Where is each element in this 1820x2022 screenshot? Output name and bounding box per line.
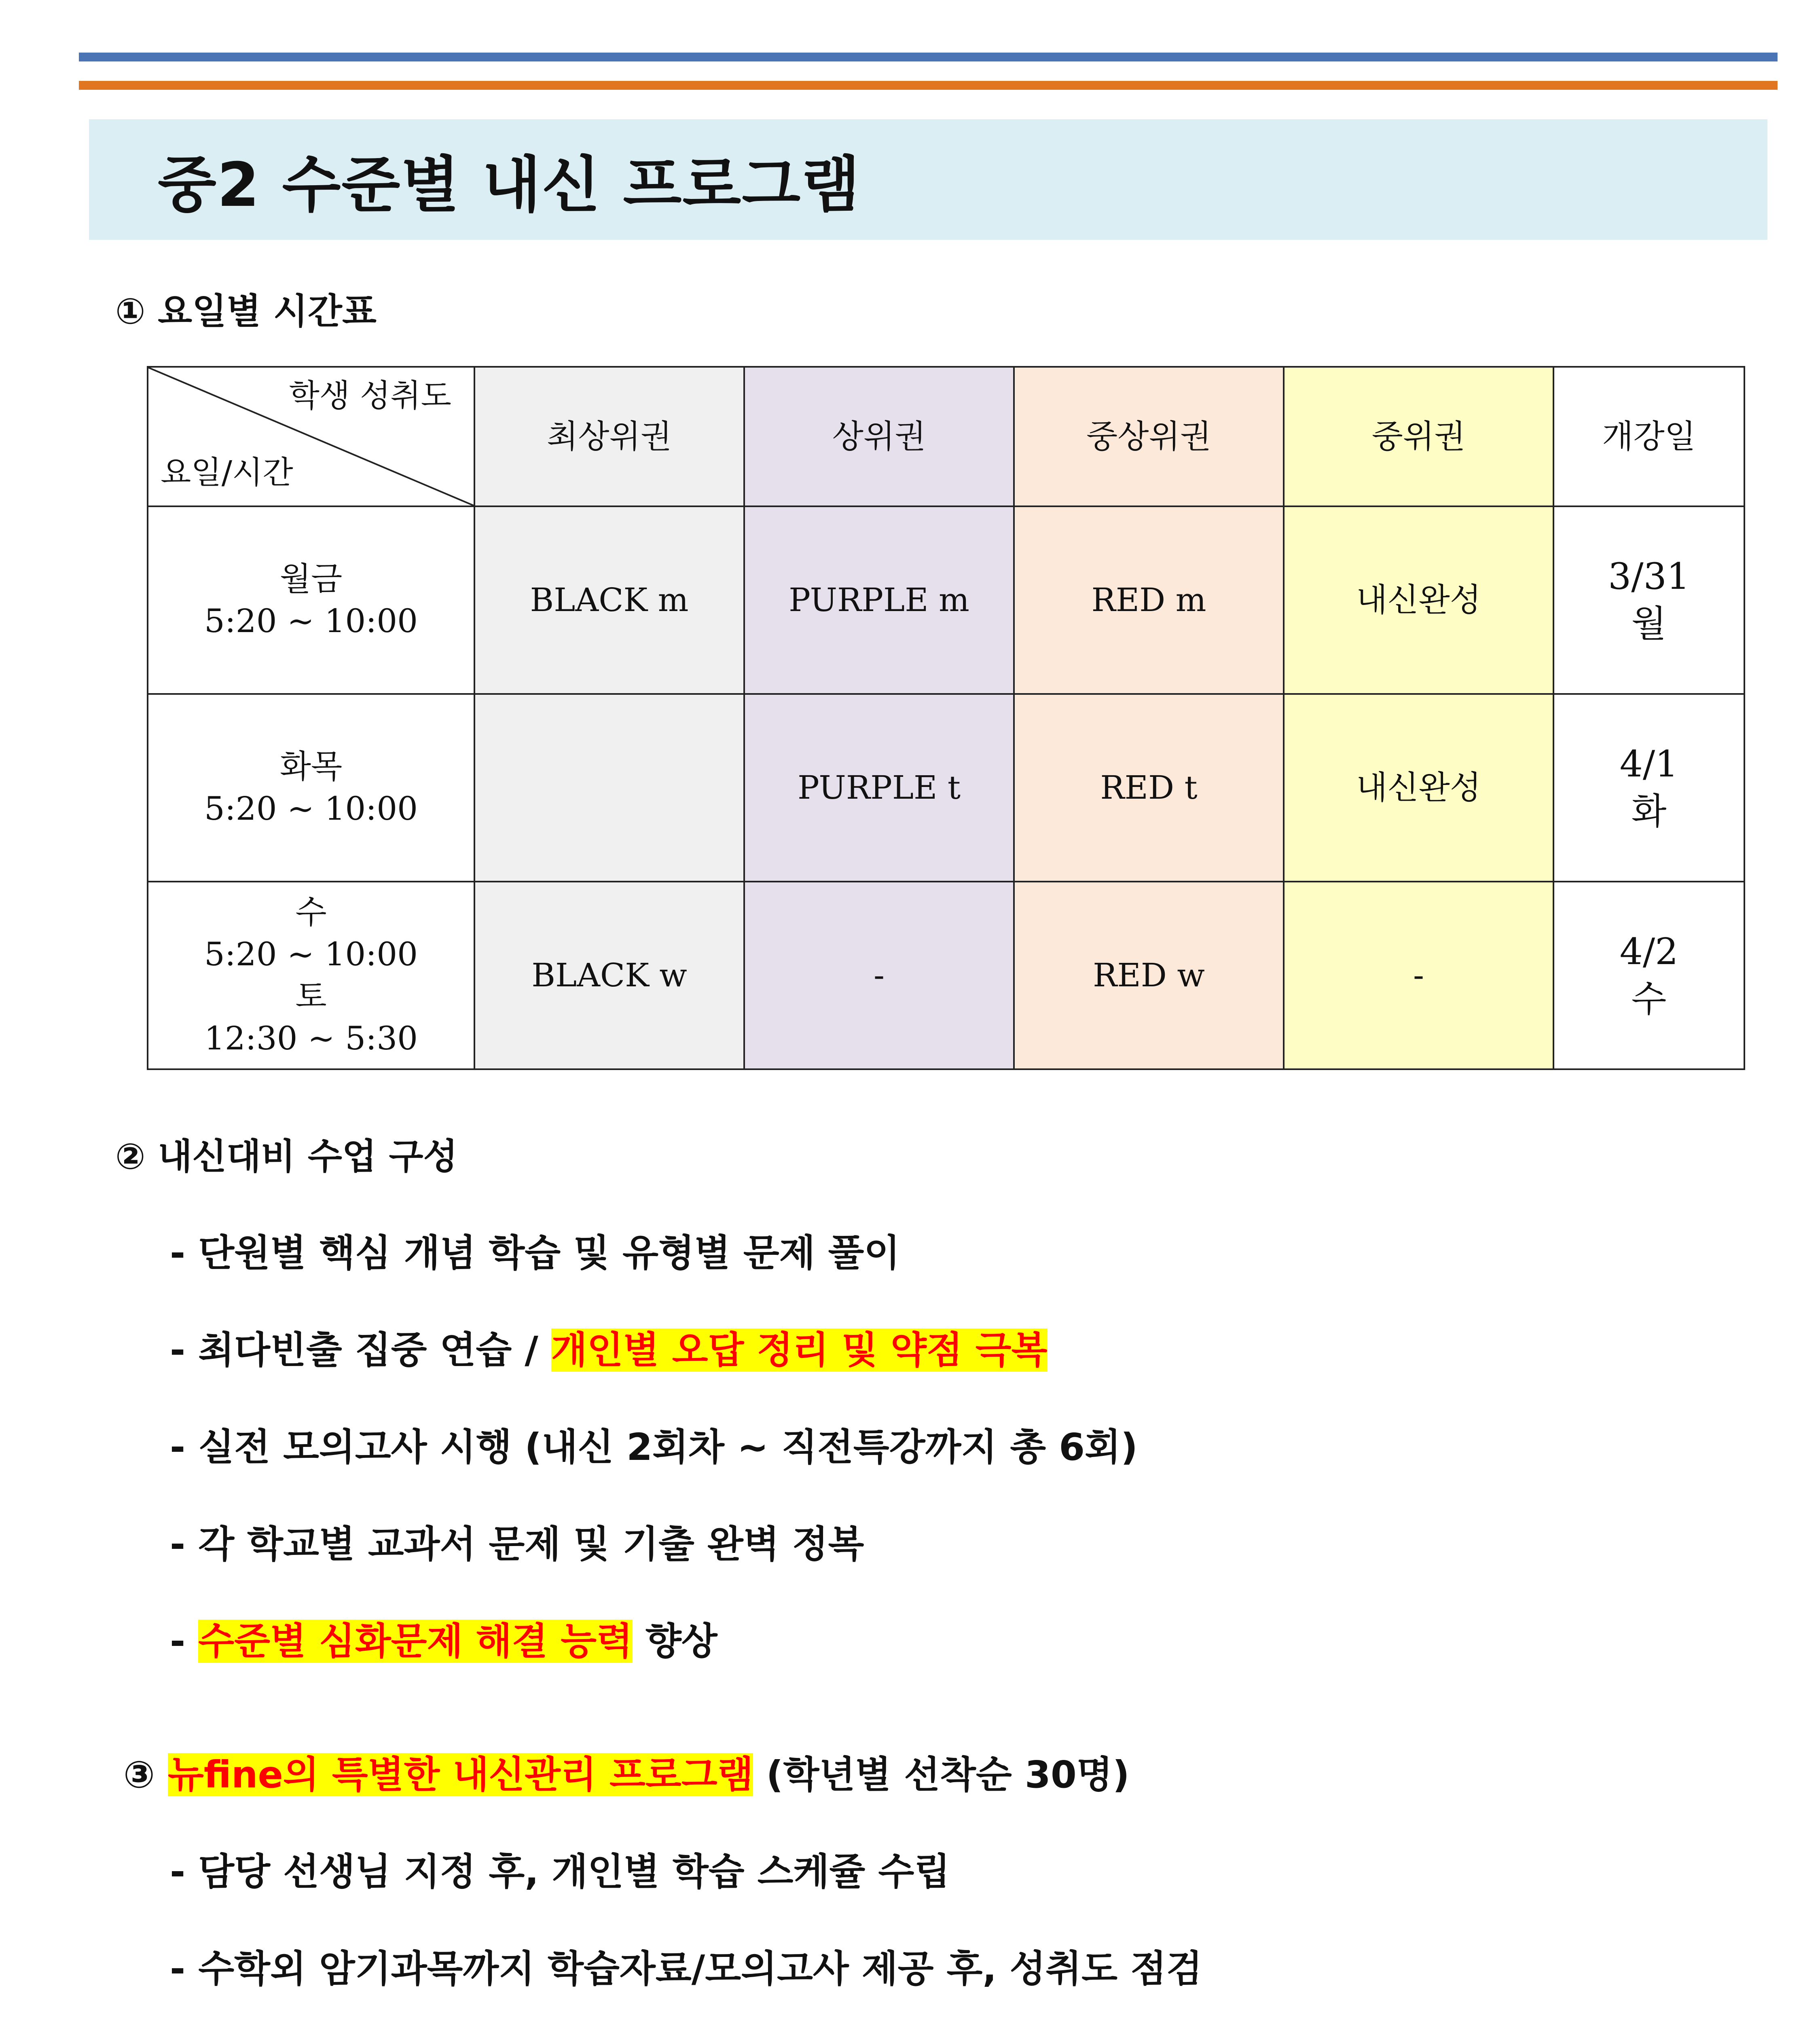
class-cell-mid: 내신완성: [1284, 506, 1553, 694]
bullet-text: -: [170, 1620, 199, 1663]
open-date-cell: [1553, 506, 1744, 694]
bullet-text: - 담당 선생님 지정 후, 개인별 학습 스케쥴 수립: [170, 1850, 950, 1893]
day-label: 토: [295, 977, 327, 1015]
class-cell-mid-high: RED w: [1014, 882, 1284, 1069]
open-date-cell: [1553, 882, 1744, 1069]
class-cell-top: BLACK m: [474, 506, 744, 694]
header-open-date: 개강일: [1553, 367, 1744, 506]
open-date: 4/1: [1619, 743, 1678, 785]
bullet-text: - 수학외 암기과목까지 학습자료/모의고사 제공 후, 성취도 점검: [170, 1947, 1202, 1990]
list-item: [170, 1417, 1138, 1471]
header-mid-tier: 중위권: [1284, 367, 1553, 506]
day-label: 화목: [279, 748, 343, 785]
top-rule-orange: [79, 81, 1778, 90]
time-label: 12:30 ~ 5:30: [204, 1019, 418, 1057]
class-cell-mid-high: RED m: [1014, 506, 1284, 694]
corner-label-day-time: 요일/시간: [161, 454, 293, 491]
day-time-cell: [148, 506, 474, 694]
time-label: 5:20 ~ 10:00: [204, 790, 418, 827]
bullet-suffix: 향상: [632, 1620, 717, 1663]
class-cell-mid: 내신완성: [1284, 694, 1553, 882]
day-time-cell: [148, 882, 474, 1069]
header-mid-high-tier: 중상위권: [1014, 367, 1284, 506]
class-cell-mid: -: [1284, 882, 1553, 1069]
section3-highlight: 뉴fine의 특별한 내신관리 프로그램: [167, 1753, 753, 1796]
day-label: 수: [295, 893, 327, 931]
open-weekday: 수: [1631, 978, 1667, 1020]
bullet-text: - 단원별 핵심 개념 학습 및 유형별 문제 풀이: [170, 1231, 900, 1275]
open-date-cell: [1553, 694, 1744, 882]
table-row: [148, 506, 1744, 694]
open-date: 3/31: [1608, 555, 1690, 598]
open-weekday: 월: [1631, 603, 1667, 645]
open-date: 4/2: [1619, 931, 1678, 973]
corner-label-achievement: 학생 성취도: [289, 378, 451, 414]
section2-heading: ② 내신대비 수업 구성: [115, 1136, 458, 1177]
list-item: [170, 1514, 864, 1568]
class-cell-mid-high: RED t: [1014, 694, 1284, 882]
corner-cell: [148, 367, 474, 506]
list-item: [170, 1612, 717, 1665]
table-header-row: [148, 367, 1744, 506]
schedule-table: [147, 366, 1745, 1070]
table-row: [148, 882, 1744, 1069]
list-item: [170, 1223, 900, 1277]
header-upper-tier: 상위권: [744, 367, 1014, 506]
bullet-highlight: 개인별 오답 정리 및 약점 극복: [551, 1328, 1048, 1372]
section3-note: (학년별 선착순 30명): [753, 1753, 1130, 1796]
page-title: 중2 수준별 내신 프로그램: [158, 150, 861, 220]
list-item: [170, 1320, 1048, 1374]
day-label: 월금: [279, 560, 343, 598]
section3-heading: [123, 1745, 1130, 1798]
bullet-text: - 각 학교별 교과서 문제 및 기출 완벽 정복: [170, 1523, 864, 1566]
list-item: [170, 1939, 1202, 1992]
class-cell-upper: PURPLE t: [744, 694, 1014, 882]
title-band: [89, 119, 1767, 240]
table-row: [148, 694, 1744, 882]
bullet-text: - 실전 모의고사 시행 (내신 2회차 ~ 직전특강까지 총 6회): [170, 1426, 1138, 1469]
bullet-text: - 최다빈출 집중 연습 /: [170, 1328, 551, 1372]
day-time-cell: [148, 694, 474, 882]
class-cell-upper: -: [744, 882, 1014, 1069]
class-cell-top: [474, 694, 744, 882]
time-label: 5:20 ~ 10:00: [204, 602, 418, 640]
section1-heading: ① 요일별 시간표: [115, 290, 377, 332]
class-cell-top: BLACK w: [474, 882, 744, 1069]
header-top-tier: 최상위권: [474, 367, 744, 506]
section3-number: ③: [123, 1753, 168, 1796]
list-item: [170, 1842, 950, 1895]
time-label: 5:20 ~ 10:00: [204, 935, 418, 973]
top-rule-blue: [79, 53, 1778, 61]
bullet-highlight: 수준별 심화문제 해결 능력: [198, 1620, 633, 1663]
open-weekday: 화: [1631, 790, 1667, 833]
class-cell-upper: PURPLE m: [744, 506, 1014, 694]
